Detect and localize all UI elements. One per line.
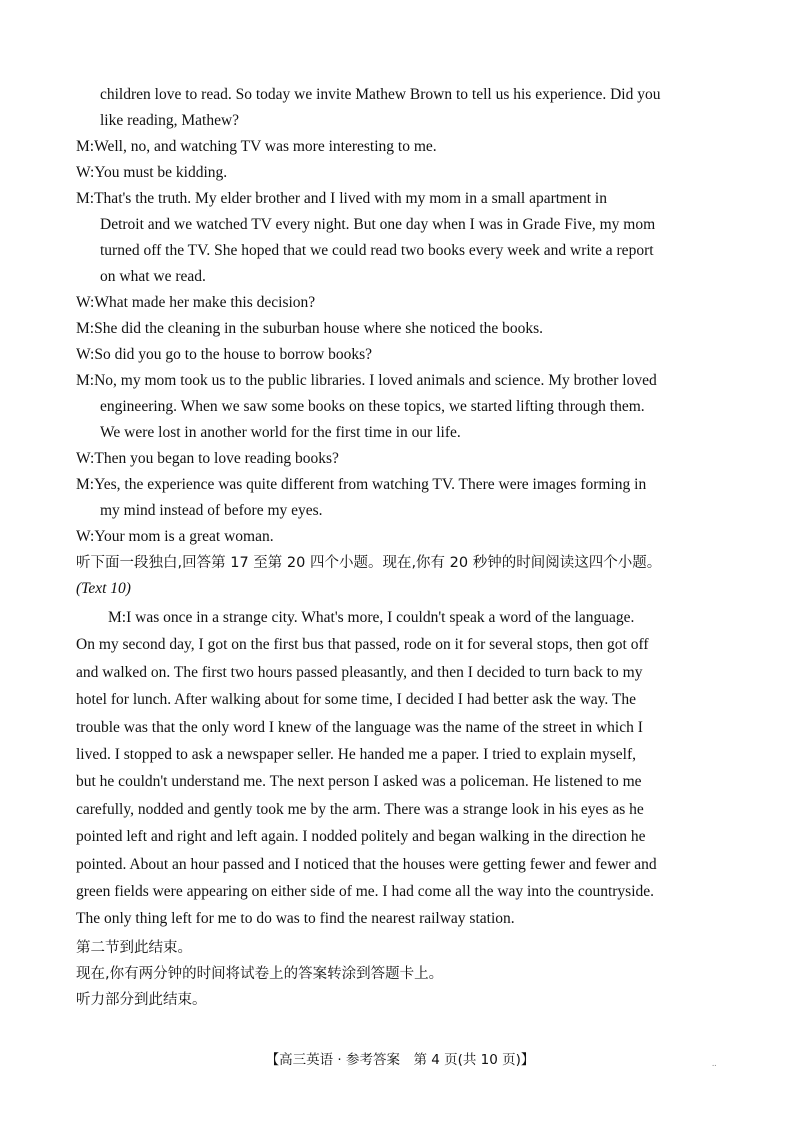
dialogue-line [76, 472, 726, 498]
dialogue-text: We were lost in another world for the first time in our life. [100, 424, 461, 441]
dialogue-line [76, 446, 726, 472]
dialogue-line [76, 290, 726, 316]
speaker-label: M: [76, 138, 95, 155]
dialogue-line [76, 212, 726, 238]
dialogue-line [76, 82, 726, 108]
dialogue-text: on what we read. [100, 268, 206, 285]
closing-line-1: 第二节到此结束。 [76, 939, 192, 956]
dialogue-line [76, 394, 726, 420]
dialogue-text: That's the truth. My elder brother and I lived with my mom in a small apartment in [94, 190, 607, 207]
dialogue-line [76, 524, 726, 550]
dialogue-line [76, 238, 726, 264]
dialogue-text: children love to read. So today we invite Mathew Brown to tell us his experience. Did you [100, 86, 661, 103]
closing-line-3: 听力部分到此结束。 [76, 991, 207, 1008]
dialogue-text: She did the cleaning in the suburban house where she noticed the books. [94, 320, 544, 337]
dialogue-line [76, 342, 726, 368]
monologue-line: carefully, nodded and gently took me by the arm. There was a strange look in his eyes as he [76, 800, 644, 818]
speaker-label: M: [76, 190, 95, 207]
dialogue-line [76, 420, 726, 446]
speaker-label: M: [76, 320, 95, 337]
dialogue-text: engineering. When we saw some books on these topics, we started lifting through them. [100, 398, 645, 415]
text10-label [76, 576, 726, 602]
speaker-label: W: [76, 528, 95, 545]
speaker-label: W: [76, 164, 95, 181]
speaker-label: W: [76, 294, 95, 311]
dialogue-text: What made her make this decision? [94, 294, 316, 311]
dialogue-text: No, my mom took us to the public libraries. I loved animals and science. My brother loved [94, 372, 657, 389]
dialogue-text: Detroit and we watched TV every night. But one day when I was in Grade Five, my mom [100, 216, 656, 233]
monologue-line: pointed left and right and left again. I nodded politely and began walking in the direction he [76, 828, 646, 846]
dialogue-line [76, 498, 726, 524]
monologue-line: M:I was once in a strange city. What's more, I couldn't speak a word of the language. [108, 609, 635, 626]
speaker-label: W: [76, 450, 95, 467]
monologue-line: pointed. About an hour passed and I noticed that the houses were getting fewer and fewer and [76, 855, 657, 873]
dialogue-text: Well, no, and watching TV was more interesting to me. [94, 138, 437, 155]
dialogue-text: Yes, the experience was quite different from watching TV. There were images forming in [94, 476, 647, 493]
dialogue-section [76, 82, 726, 550]
monologue-line: but he couldn't understand me. The next person I asked was a policeman. He listened to me [76, 773, 642, 791]
dialogue-line [76, 108, 726, 134]
footer-mark: .. [712, 1058, 717, 1068]
dialogue-line [76, 316, 726, 342]
monologue-line: lived. I stopped to ask a newspaper seller. He handed me a paper. I tried to explain myself, [76, 745, 636, 763]
dialogue-line [76, 134, 726, 160]
closing-line-2: 现在,你有两分钟的时间将试卷上的答案转涂到答题卡上。 [76, 965, 444, 982]
dialogue-text: You must be kidding. [94, 164, 228, 181]
page-footer: 【高三英语 · 参考答案 第 4 页(共 10 页)】 [265, 1052, 535, 1068]
text10-label-text: (Text 10) [76, 580, 131, 597]
monologue-section [76, 604, 726, 933]
dialogue-line [76, 186, 726, 212]
monologue-line: The only thing left for me to do was to find the nearest railway station. [76, 910, 515, 928]
speaker-label: W: [76, 346, 95, 363]
speaker-label: M: [76, 372, 95, 389]
text10-instruction: 听下面一段独白,回答第 17 至第 20 四个小题。现在,你有 20 秒钟的时间阅读这四个小题。 [76, 555, 662, 571]
dialogue-text: my mind instead of before my eyes. [100, 502, 323, 519]
dialogue-text: like reading, Mathew? [100, 112, 240, 129]
document-body [76, 82, 726, 1013]
dialogue-text: So did you go to the house to borrow books? [94, 346, 373, 363]
monologue-line: and walked on. The first two hours passed pleasantly, and then I decided to turn back to my [76, 663, 643, 681]
dialogue-line [76, 264, 726, 290]
dialogue-text: turned off the TV. She hoped that we could read two books every week and write a report [100, 242, 654, 259]
dialogue-line [76, 368, 726, 394]
monologue-line: trouble was that the only word I knew of the language was the name of the street in which I [76, 718, 643, 736]
dialogue-text: Your mom is a great woman. [94, 528, 274, 545]
dialogue-text: Then you began to love reading books? [94, 450, 339, 467]
dialogue-line [76, 160, 726, 186]
speaker-label: M: [76, 476, 95, 493]
monologue-line: On my second day, I got on the first bus that passed, rode on it for several stops, then got off [76, 636, 649, 654]
monologue-line: green fields were appearing on either side of me. I had come all the way into the countryside. [76, 882, 655, 900]
monologue-line: hotel for lunch. After walking about for some time, I decided I had better ask the way. The [76, 691, 636, 709]
